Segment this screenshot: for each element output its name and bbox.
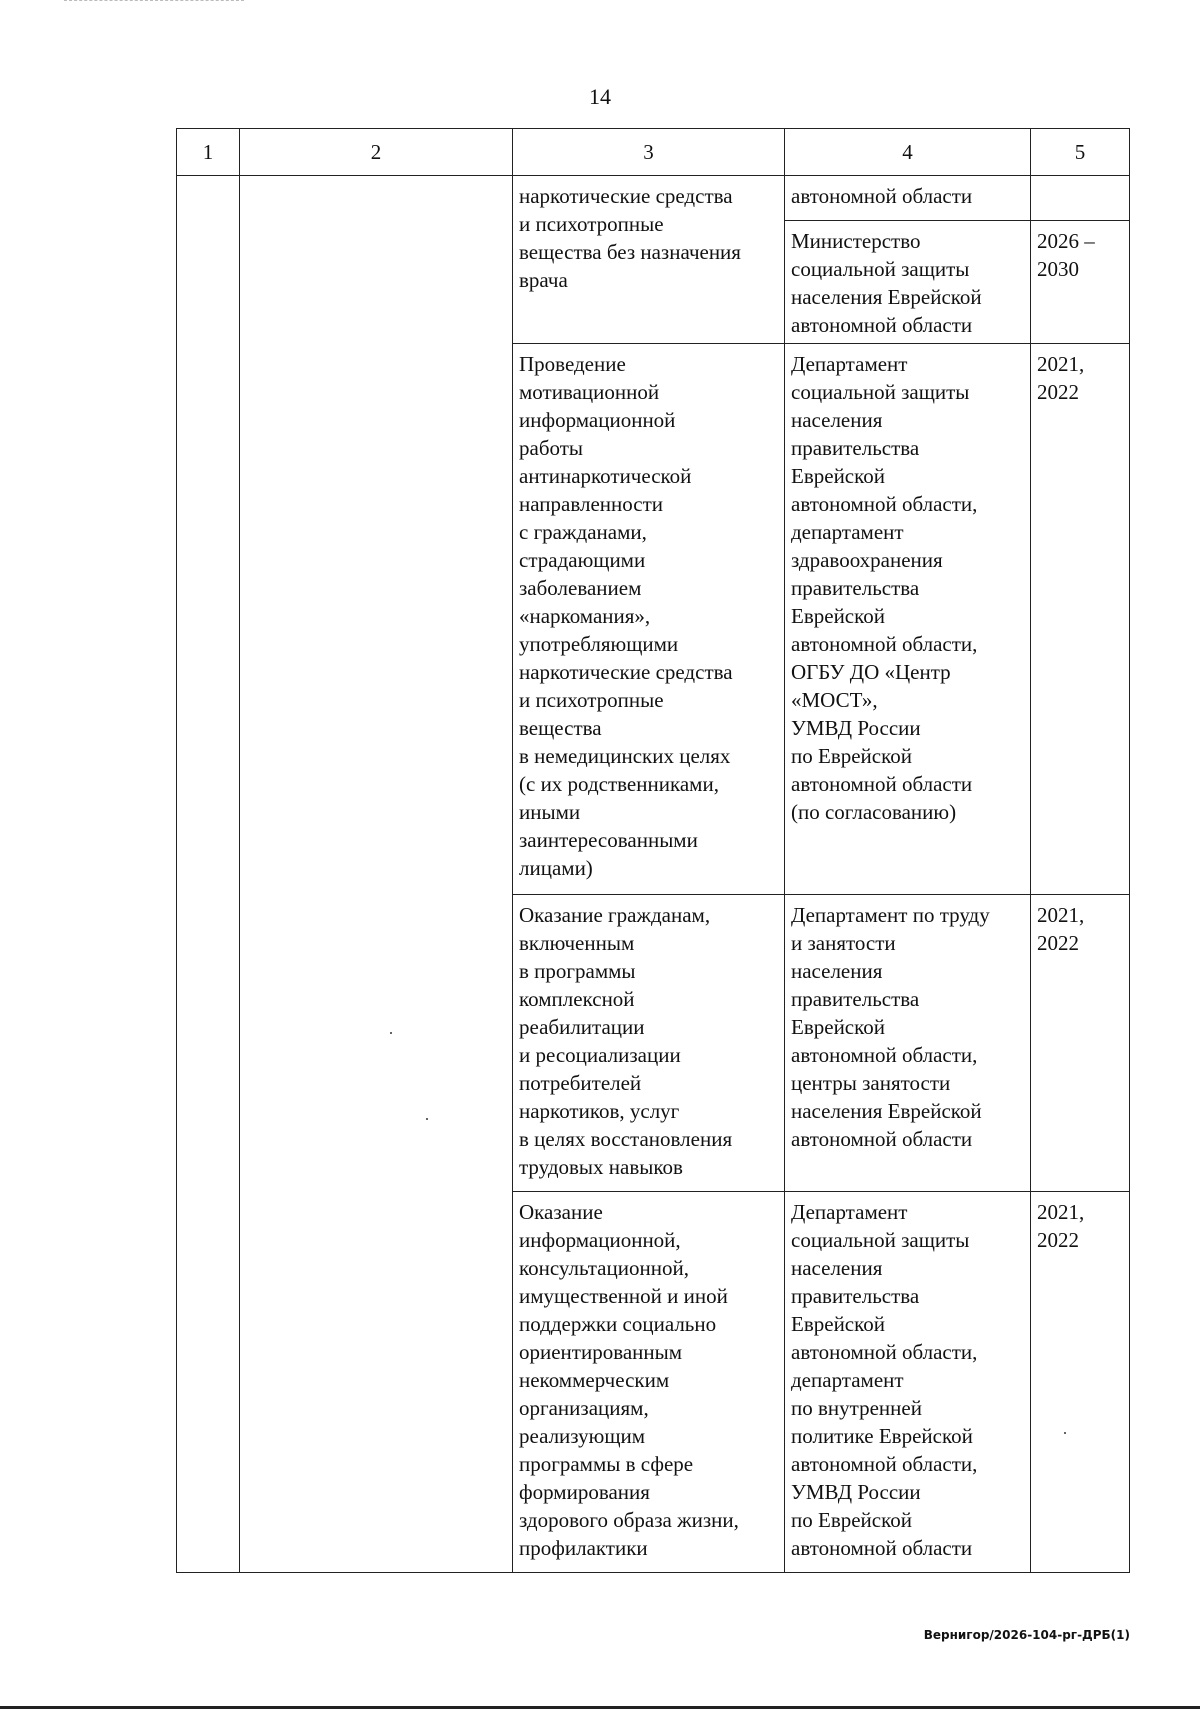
header-col-1: 1 xyxy=(177,129,240,176)
table-row xyxy=(177,176,1130,221)
program-table xyxy=(176,128,1130,1573)
scan-bottom-edge xyxy=(0,1706,1200,1709)
scan-speck xyxy=(390,1032,392,1034)
cell-period: 2021, 2022 xyxy=(1031,1192,1130,1573)
cell-period: 2021, 2022 xyxy=(1031,895,1130,1192)
scan-speck xyxy=(1064,1432,1066,1434)
header-col-2: 2 xyxy=(240,129,513,176)
cell-period xyxy=(1031,176,1130,221)
cell-activity: Оказание информационной, консультационной, имущественной и иной поддержки социально ориентированным некоммерческим организациям, реализующим программы в сфере формирования здорового образа жизни, профилактики xyxy=(513,1192,785,1573)
header-col-5: 5 xyxy=(1031,129,1130,176)
cell-col-1 xyxy=(177,176,240,1573)
header-col-3: 3 xyxy=(513,129,785,176)
page-number: 14 xyxy=(589,84,611,109)
cell-executor: Министерство социальной защиты населения Еврейской автономной области xyxy=(785,221,1031,344)
cell-executor: Департамент по труду и занятости населения правительства Еврейской автономной области, центры занятости населения Еврейской автономной области xyxy=(785,895,1031,1192)
cell-activity: Оказание гражданам, включенным в программы комплексной реабилитации и ресоциализации потребителей наркотиков, услуг в целях восстановления трудовых навыков xyxy=(513,895,785,1192)
cell-col-2 xyxy=(240,176,513,1573)
scan-artifact-top xyxy=(64,0,244,3)
header-col-4: 4 xyxy=(785,129,1031,176)
document-reference: Вернигор/2026-104-рг-ДРБ(1) xyxy=(923,1628,1130,1642)
cell-executor: Департамент социальной защиты населения правительства Еврейской автономной области, департамент по внутренней политике Еврейской автономной области, УМВД России по Еврейской автономной области xyxy=(785,1192,1031,1573)
cell-executor: автономной области xyxy=(785,176,1031,221)
cell-activity: наркотические средства и психотропные вещества без назначения врача xyxy=(513,176,785,344)
cell-period: 2026 – 2030 xyxy=(1031,221,1130,344)
cell-period: 2021, 2022 xyxy=(1031,344,1130,895)
scan-speck xyxy=(426,1118,428,1120)
cell-executor: Департамент социальной защиты населения правительства Еврейской автономной области, департамент здравоохранения правительства Еврейской автономной области, ОГБУ ДО «Центр «МОСТ», УМВД России по Еврейской автономной области (по согласованию) xyxy=(785,344,1031,895)
table-header-row xyxy=(177,129,1130,176)
cell-activity: Проведение мотивационной информационной работы антинаркотической направленности с гражданами, страдающими заболеванием «наркомания», употребляющими наркотические средства и психотропные вещества в немедицинских целях (с их родственниками, иными заинтересованными лицами) xyxy=(513,344,785,895)
